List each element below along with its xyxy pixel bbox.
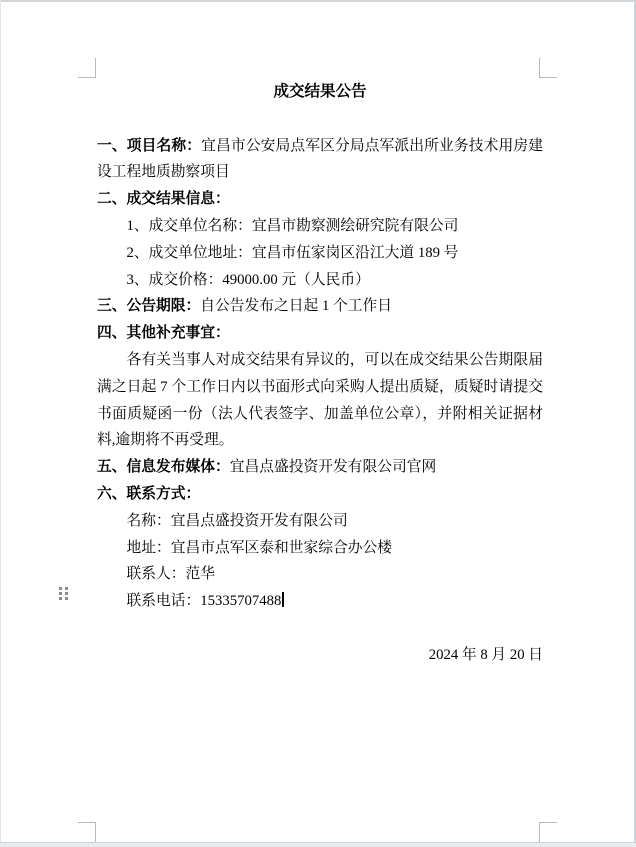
page-edge-left <box>0 0 1 847</box>
result-item-supplier-address[interactable]: 2、成交单位地址：宜昌市伍家岗区沿江大道 189 号 <box>126 244 459 261</box>
contact-address-line[interactable]: 地址：宜昌市点军区泰和世家综合办公楼 <box>126 539 392 556</box>
document-title[interactable]: 成交结果公告 <box>273 83 367 100</box>
result-item-supplier-name[interactable]: 1、成交单位名称：宜昌市勘察测绘研究院有限公司 <box>126 217 459 234</box>
section-media-text: 宜昌点盛投资开发有限公司官网 <box>229 459 437 476</box>
contact-phone-line[interactable] <box>97 588 543 615</box>
margin-crop-mark-bottom-right <box>539 822 557 842</box>
text-cursor <box>282 592 284 607</box>
margin-crop-mark-bottom-left <box>78 822 96 842</box>
section-project-name-label: 一、项目名称： <box>97 137 202 154</box>
section-project-name-text: 宜昌市公安局点军区分局点军派出所业务技术用房建设工程地质勘察项目 <box>97 137 544 181</box>
section-contact-heading[interactable]: 六、联系方式： <box>97 485 201 502</box>
document-page[interactable] <box>97 79 543 669</box>
margin-crop-mark-top-left <box>78 58 96 78</box>
page-edge-top <box>0 0 636 2</box>
paragraph-drag-handle-icon[interactable] <box>59 587 68 600</box>
section-announcement-period-label: 三、公告期限： <box>97 298 201 315</box>
document-date[interactable]: 2024 年 8 月 20 日 <box>428 646 543 663</box>
margin-crop-mark-top-right <box>539 58 557 78</box>
section-announcement-period-text: 自公告发布之日起 1 个工作日 <box>200 298 392 315</box>
section-result-heading[interactable]: 二、成交结果信息： <box>97 191 230 208</box>
result-item-price[interactable]: 3、成交价格：49000.00 元（人民币） <box>126 271 370 288</box>
contact-person-line[interactable]: 联系人：范华 <box>126 566 215 583</box>
section-media[interactable] <box>97 454 543 481</box>
section-media-label: 五、信息发布媒体： <box>97 459 230 476</box>
contact-phone-text: 联系电话：15335707488 <box>126 593 282 610</box>
section-supplementary-heading[interactable]: 四、其他补充事宜： <box>97 325 230 342</box>
blank-line <box>97 615 543 642</box>
page-edge-bottom <box>0 842 636 847</box>
supplementary-paragraph[interactable]: 各有关当事人对成交结果有异议的，可以在成交结果公告期限届满之日起 7 个工作日内以书面形式向采购人提出质疑，质疑时请提交书面质疑函一份（法人代表签字、加盖单位公章），并附相关证据材料,逾期将不再受理。 <box>97 351 543 449</box>
contact-name-line[interactable]: 名称：宜昌点盛投资开发有限公司 <box>126 512 348 529</box>
blank-line <box>97 106 543 133</box>
section-project-name[interactable] <box>97 133 543 187</box>
section-announcement-period[interactable] <box>97 293 543 320</box>
